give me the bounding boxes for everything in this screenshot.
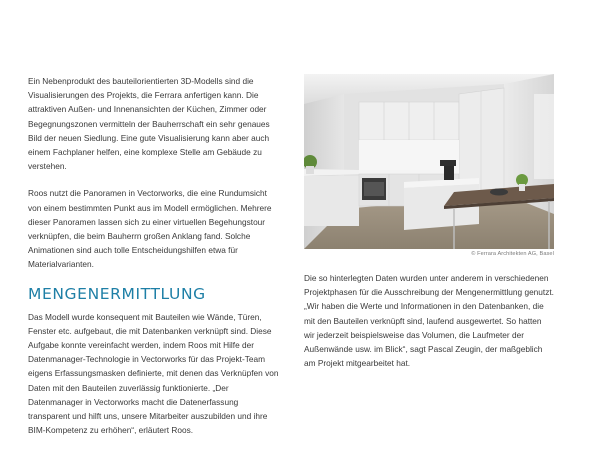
left-column xyxy=(28,74,282,450)
section-heading: MENGENERMITTLUNG xyxy=(28,284,206,303)
data-model-paragraph: Das Modell wurde konsequent mit Bauteilen wie Wände, Türen, Fenster etc. aufgebaut, die mit Datenbanken verknüpft sind. Diese Aufgabe konnte vereinfacht werden, indem Roos mit Hilfe der Datenmanager-Technologie in Vectorworks für das Projekt-Team eigens Erfassungsmasken definierte, mit denen das Verknüpfen von Daten mit den Bauteilen zuverlässig funktionierte. „Der Datenmanager in Vectorworks macht die Datenerfassung transparent und hilft uns, unsere Mitarbeiter auszubilden und ihre BIM-Kompetenz zu erhöhen“, erläutert Roos. xyxy=(28,311,279,436)
right-column xyxy=(304,74,554,383)
quantity-paragraph: Die so hinterlegten Daten wurden unter anderem in verschiedenen Projektphasen für die Ausschreibung der Mengenermittlung genutzt. „Wir haben die Werte und Informationen in den Datenbanken, die mit den Bauteilen verknüpft sind, laufend ausgewertet. So hatten wir jederzeit beispielsweise das Volumen, die Laufmeter der Außenwände usw. im Blick“, sagt Pascal Zeugin, der maßgeblich am Projekt mitgearbeitet hat. xyxy=(304,273,554,369)
kitchen-illustration xyxy=(304,74,554,249)
kitchen-rendering-image xyxy=(304,74,554,249)
panorama-paragraph: Roos nutzt die Panoramen in Vectorworks, die eine Rundumsicht von einem bestimmten Punkt aus im Modell ermöglichen. Mehrere dieser Panoramen lassen sich zu einer virtuellen Begehungstour verknüpfen, die beim Bauherrn großen Anklang fand. Solche Animationen sind auch tolle Entscheidungshilfen etwa für Materialvarianten. xyxy=(28,188,272,270)
image-caption: © Ferrara Architekten AG, Basel xyxy=(471,251,554,257)
intro-paragraph: Ein Nebenprodukt des bauteilorientierten 3D-Modells sind die Visualisierungen des Projekts, die Ferrara anfertigen kann. Die attraktiven Außen- und Innenansichten der Küchen, Zimmer oder Begegnungszonen vermitteln der Bauherrschaft ein sehr genaues Bild der neuen Siedlung. Eine gute Visualisierung kann aber auch einem Fachplaner helfen, eine komplexe Stelle am Gebäude zu verstehen. xyxy=(28,76,270,172)
